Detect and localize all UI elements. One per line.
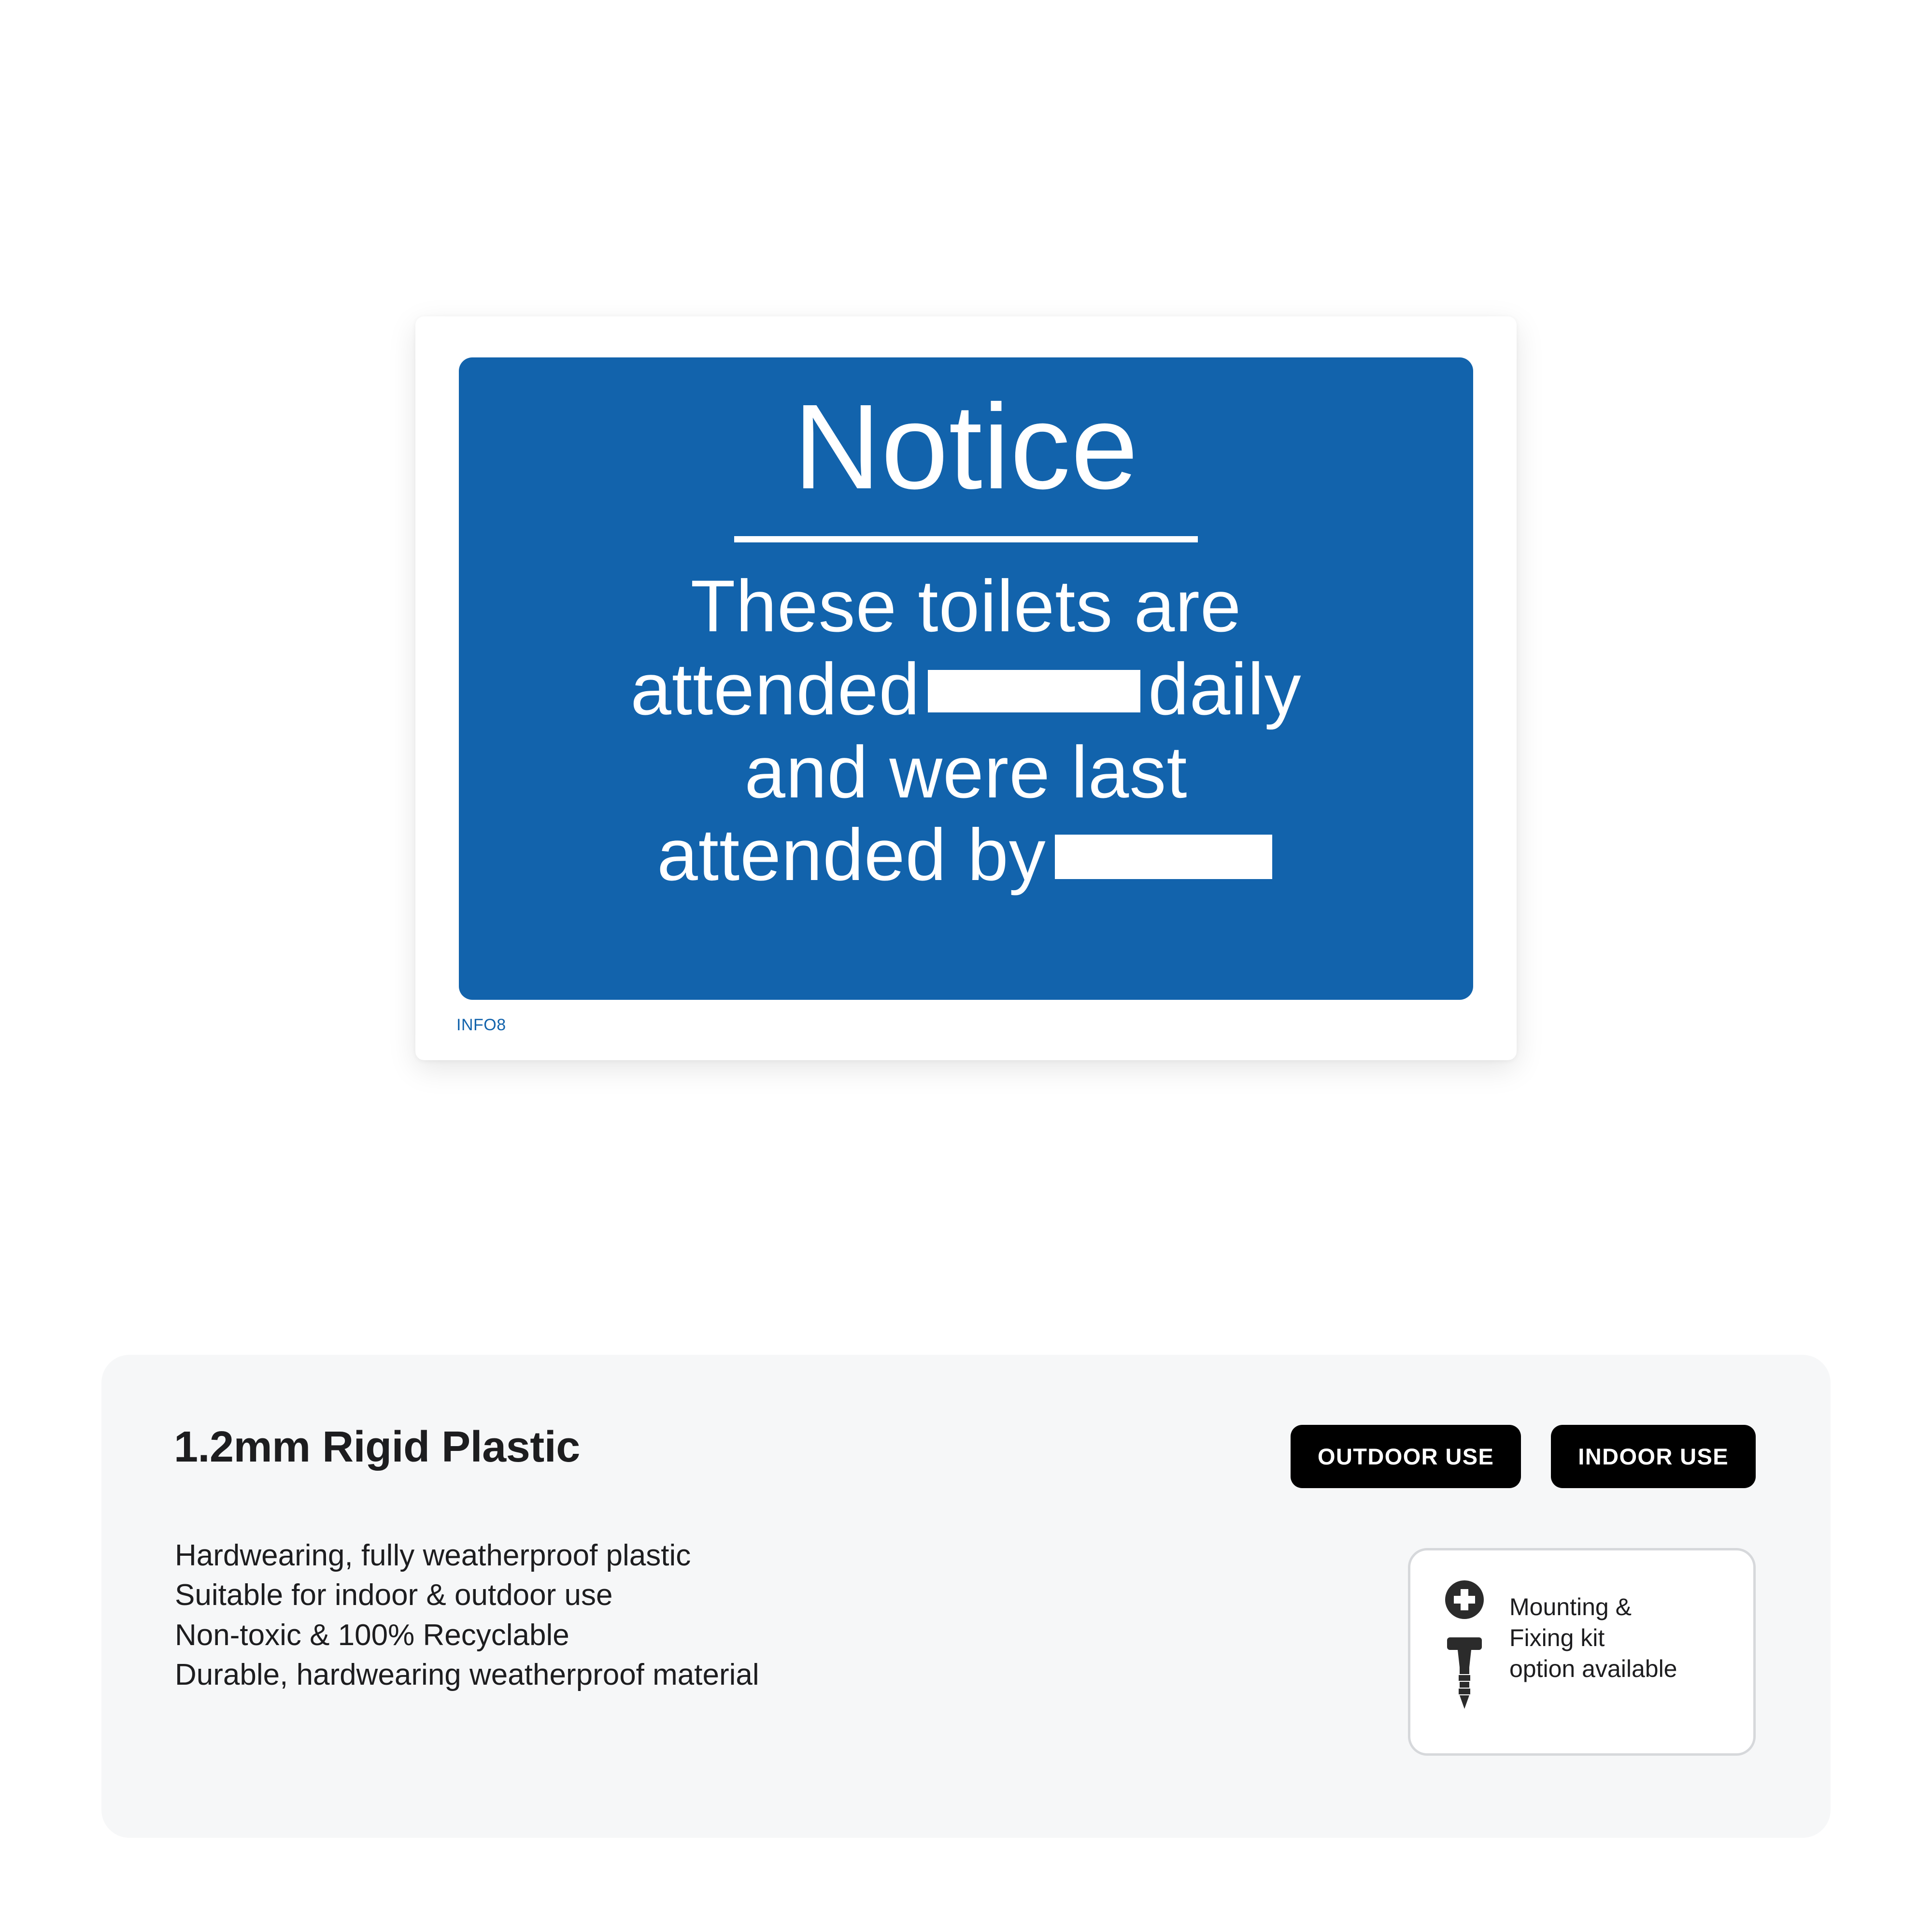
sign-product-code: INFO8	[456, 1016, 506, 1034]
material-feature-list	[175, 1536, 759, 1695]
fixing-kit-box	[1408, 1548, 1756, 1756]
screw-head-and-screw-icon	[1435, 1579, 1493, 1724]
sign-title: Notice	[793, 379, 1139, 514]
sign-title-underline	[734, 536, 1198, 542]
sign-body-line-4	[497, 814, 1435, 897]
sign-blue-panel	[459, 357, 1473, 1000]
badge-indoor-use: INDOOR USE	[1551, 1425, 1756, 1488]
fixing-kit-text	[1509, 1591, 1677, 1684]
feature-item: Non-toxic & 100% Recyclable	[175, 1618, 569, 1652]
use-badges	[1291, 1425, 1756, 1488]
sign-body-text	[497, 565, 1435, 897]
feature-item: Durable, hardwearing weatherproof material	[175, 1658, 759, 1692]
sign-body-line-2-suffix: daily	[1148, 648, 1302, 730]
write-in-blank-frequency	[928, 670, 1140, 712]
fixing-kit-line-1: Mounting &	[1509, 1593, 1632, 1620]
badge-outdoor-use: OUTDOOR USE	[1291, 1425, 1521, 1488]
feature-item: Suitable for indoor & outdoor use	[175, 1578, 613, 1612]
sign-body-line-1: These toilets are	[690, 565, 1242, 647]
sign-body-line-3: and were last	[744, 731, 1188, 813]
sign-product-card	[415, 316, 1517, 1060]
fixing-kit-icons	[1435, 1579, 1493, 1727]
fixing-kit-line-3: option available	[1509, 1655, 1677, 1682]
sign-body-line-2	[497, 648, 1435, 731]
feature-item: Hardwearing, fully weatherproof plastic	[175, 1539, 691, 1572]
sign-body-line-2-prefix: attended	[630, 648, 921, 730]
write-in-blank-name	[1055, 835, 1272, 879]
material-info-panel	[101, 1355, 1831, 1838]
fixing-kit-line-2: Fixing kit	[1509, 1624, 1605, 1651]
sign-body-line-4-prefix: attended by	[657, 814, 1046, 896]
material-title: 1.2mm Rigid Plastic	[174, 1423, 580, 1471]
